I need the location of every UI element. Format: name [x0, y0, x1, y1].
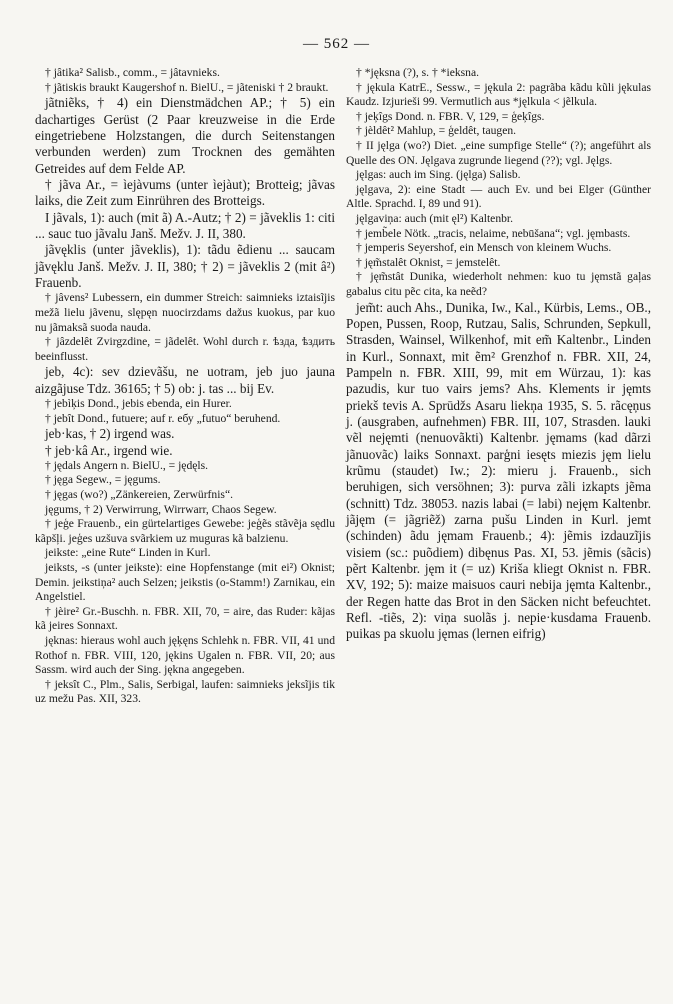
dictionary-entry-jegums: jęgums, † 2) Verwirrung, Wirrwarr, Chaos Segew. — [45, 502, 277, 516]
dictionary-entry-jemt: jem̃t: auch Ahs., Dunika, Iw., Kal., Kürbis, Lems., OB., Popen, Pussen, Roop, Rutzau, Salis, Schrunden, Sepkull, Strasden, Wainsel, Wilkenhof, mit em̃ Kaltenbr., Linden in Kurl., Sonnaxt, mit ẽm² Grenzhof n. FBR. XII, 24, Pampeln n. FBR. XIII, 99, mit em Würzau, 1): kas pazudis, kur tuo vairs jems? Ahs. Klements ir jęmts priekš tevis A. Sprūdžs Asaru liekņa 1935, S. 5. rãcęņus j. (ausgraben, aufnehmen) FBR. III, 107, Strasden. lauki vẽl nejęmti (nenuovãkti) Kaltenbr. jęmams (kad dãrzi jãnuovãc) laiks Sonnaxt. parģni iesęts miezis jęm lielu krũmu (staudet) Iw.; 2): mieru j. Frauenb., sich beruhigen, sich versöhnen; 3): purva zãli izkapts jẽma (schnitt) Tdz. 38053. nazis labai (= labi) nejęm Kaltenbr. jãjęm (= jãgriẽž) zarna pušu Linden in Kurl. jemt (schinden) ãdu jęmam Frauenb.; 4): jẽmis izdauzĩjis visiem (sc.: puõdiem) dibęnus Pas. XI, 53. jẽmis (sãcis) pẽrt Kaltenbr. jęm it (= uz) Krišа kliegt Oknist n. FBR. XV, 192; 5): maize maisuos cauri nebija jęmta Kaltenbr., der Regen hatte das Brot in den Säcken nicht befeuchtet. Refl. -tiẽs, 2): viņa suolãs j. nepie·kusdama Frauenb. puikas pa skuolu jęmas (lernen eifrig) — [346, 299, 651, 642]
dictionary-entry-jebikis: † jebìķis Dond., jebis ebenda, ein Hurer. — [45, 396, 232, 410]
dictionary-entry-jedals: † jędals Angern n. BielU., = jędęls. — [45, 458, 209, 472]
dictionary-entry-jeknas: jęknas: hieraus wohl auch jęķęns Schlehk n. FBR. VII, 41 und Rothof n. FBR. VIII, 120, jękins Ugalen n. FBR. VII, 20; aus Sassm. wird auch der Sing. jękna angegeben. — [35, 633, 335, 677]
dictionary-entry-jeikste: jeikste: „eine Rute“ Linden in Kurl. — [45, 546, 211, 560]
dictionary-entry-jebit: † jebît Dond., futuere; auf r. ебу „futuo“ beruhend. — [45, 411, 281, 425]
dictionary-entry-javals: I jãvals, 1): auch (mit ã) A.-Autz; † 2) = jãveklis 1: citi ... sauc tuo jãvalu Janš. Mežv. J. II, 380. — [35, 209, 335, 241]
dictionary-entry-jeire: † jèire² Gr.-Buschh. n. FBR. XII, 70, = aire, das Ruder: kãjas kã jeires Sonnaxt. — [35, 604, 335, 633]
dictionary-entry-jeb: jeb, 4c): sev dzievãšu, ne uotram, jeb juo jauna aizgãjuse Tdz. 36165; † 5) ob: j. tas ... bij Ev. — [35, 364, 335, 396]
dictionary-entry-jembele: † jemb̃ele Nötk. „tracis, nelaime, nebūšana“; vgl. jęmbasts. — [356, 226, 631, 240]
dictionary-entry-jeksna: † *jęksna (?), s. † *ieksna. — [356, 66, 479, 79]
dictionary-entry-jeksit: † jeksît C., Plm., Salis, Serbigal, laufen: saimnieks jeksĩjis tik uz mežu Pas. XII, 323. — [35, 677, 335, 706]
dictionary-entry-jelgas: jęlgas: auch im Sing. (jęlga) Salisb. — [356, 168, 521, 182]
dictionary-entry-jelgavina: jęlgaviņa: auch (mit ęl²) Kaltenbr. — [356, 211, 514, 225]
dictionary-entry-jeldet: † jèldêt² Mahlup, = ģeldêt, taugen. — [356, 124, 517, 138]
dictionary-entry-jelgava: jęlgava, 2): eine Stadt — auch Ev. und bei Elger (Günther Altle. Sprachd. I, 89 und 91). — [346, 182, 651, 211]
right-column — [346, 66, 651, 643]
left-column — [35, 66, 335, 707]
page-number: — 562 — — [303, 36, 370, 52]
dictionary-entry-javeklis: jãvęklis (unter jãveklis), 1): tãdu ẽdienu ... saucam jãvęklu Janš. Mežv. J. II, 380; † 2) = jãveklis 2 (mit â²) Frauenb. — [35, 242, 335, 290]
dictionary-entry-jege: † jeģe Frauenb., ein gürtelartiges Gewebe: jeģẽs stãvẽja sędlu kãpšļi. jeģes uzšuva svãrkiem uz muguras kã balzienu. — [35, 517, 335, 545]
dictionary-entry-jeiksts: jeiksts, -s (unter jeikste): eine Hopfenstange (mit ei²) Oknist; Demin. jeikstiņa² auch Selzen; jeikstis (o-Stamm!) Zarnikau, ein Angelstiel. — [35, 561, 335, 604]
dictionary-entry-jemstat: † jęm̃stât Dunika, wiederholt nehmen: kuo tu jęmstã gaļas gabalus citu pẽc cita, ka neẽd? — [346, 270, 651, 298]
dictionary-entry-jemstalet: † jęm̃stalêt Oknist, = jemstelêt. — [356, 255, 501, 269]
dictionary-entry-jazdelet: † jâzdelêt Zvirgzdine, = jãdelêt. Wohl durch r. ѣзда, ѣздить beeinflusst. — [35, 335, 335, 363]
dictionary-entry-jatiskis: † jãtiskis braukt Kaugershof n. BielU., = jãteniski † 2 braukt. — [45, 80, 329, 94]
dictionary-entry-jemperis: † jemperis Seyershof, ein Mensch von kleinem Wuchs. — [356, 241, 612, 255]
dictionary-entry-jelga: † II jęlga (wo?) Diet. „eine sumpfige Stelle“ (?); angeführt als Quelle des ON. Jęlgava zugrunde liegend (??); vgl. Jęlgs. — [346, 138, 651, 167]
dictionary-entry-jatnieks: jãtniẽks, † 4) ein Dienstmädchen AP.; † 5) ein dachartiges Gerüst (2 Paar kreuzweise in die Erde eingetriebene Holzstangen, die durch Seitenstangen verbunden werden) zum Trocknen des gemähten Getreides auf dem Felde AP. — [35, 95, 335, 176]
dictionary-entry-jatika: † jâtika² Salisb., comm., = jâtavnieks. — [45, 66, 220, 79]
dictionary-entry-jebka: † jeb·kâ Ar., irgend wie. — [45, 442, 173, 458]
dictionary-entry-jegas: † jęgas (wo?) „Zänkereien, Zerwürfnis“. — [45, 488, 233, 502]
dictionary-entry-jebkas: jeb·kas, † 2) irgend was. — [45, 426, 175, 442]
dictionary-entry-jekula: † jękula KatrE., Sessw., = jękula 2: pagrãba kãdu kũli jękulas Kaudz. Izjurieši 99. Vermutlich aus *jęlkula < jẽlkula. — [346, 80, 651, 109]
dictionary-entry-javens: † jâvens² Lubessern, ein dummer Streich: saimnieks iztaisĩjis mežã lielu jãvenu, slępęn nuocirzdams dažus kuokus, par kuo nu jãmaksã suoda nauda. — [35, 291, 335, 334]
dictionary-entry-jekigs: † jeķîgs Dond. n. FBR. V, 129, = ģeķîgs. — [356, 109, 545, 123]
dictionary-entry-java: † jãva Ar., = ìejàvums (unter ìejàut); Brotteig; jãvas laiks, die Zeit zum Einrühren des Brotteigs. — [35, 176, 335, 209]
dictionary-entry-jega: † jęga Segew., = jęgums. — [45, 473, 161, 487]
